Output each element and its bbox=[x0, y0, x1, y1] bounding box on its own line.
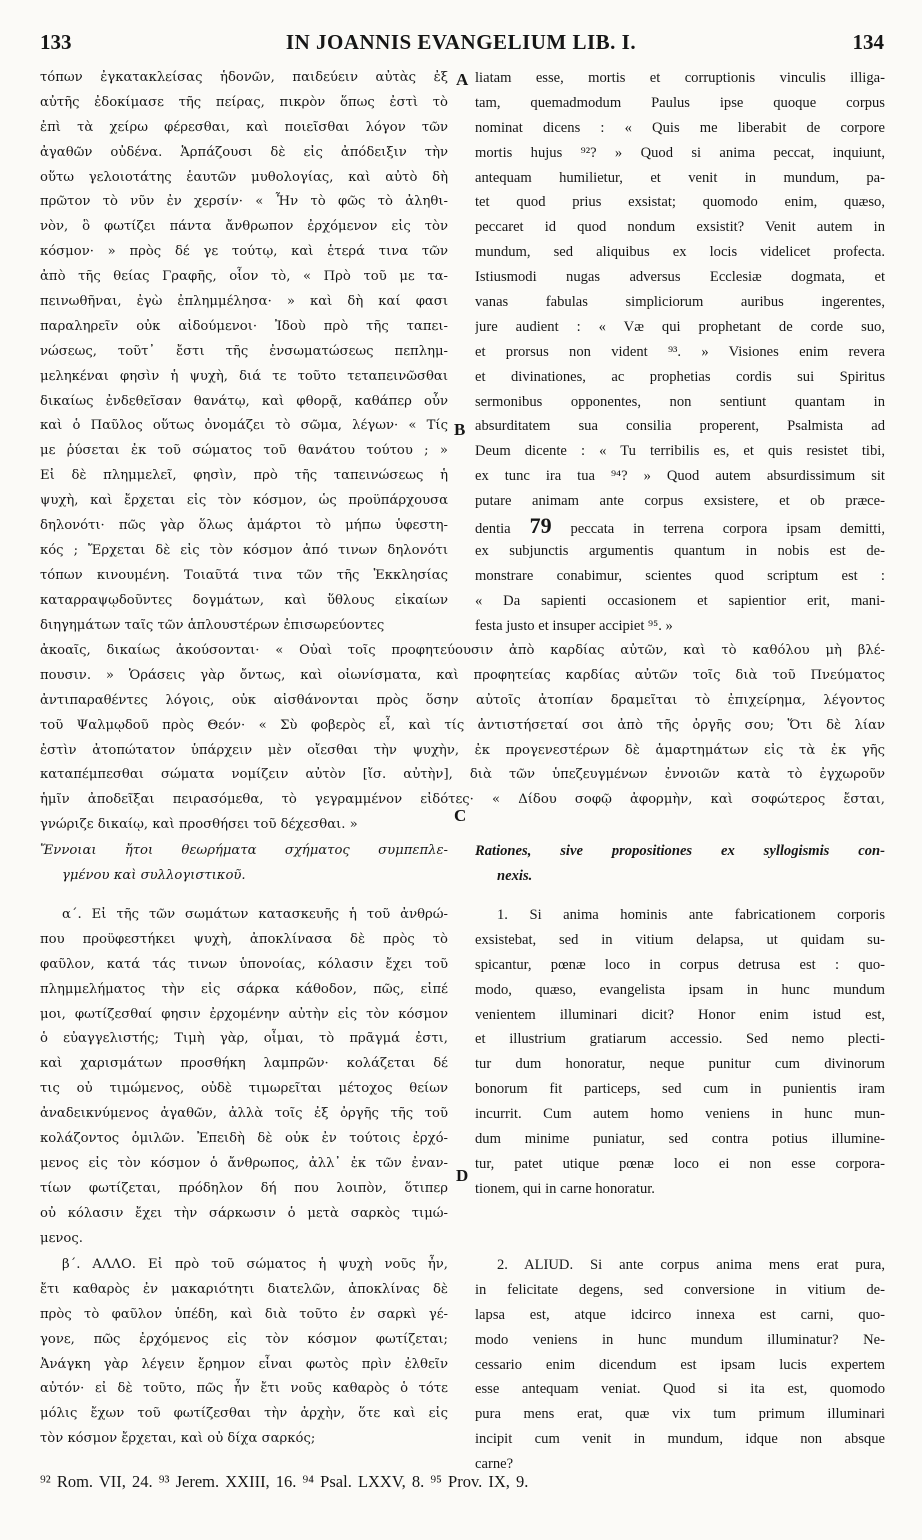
latin-line: nominat dicens : « Quis me liberabit de corpore bbox=[475, 119, 885, 136]
latin-line: liatam esse, mortis et corruptionis vinculis illiga- bbox=[475, 70, 885, 86]
latin-line-part: dentia bbox=[475, 521, 511, 538]
greek-line: μενος εἰς τὸν κόσμον ὁ ἄνθρωπος, ἀλλ᾽ ἐκ τῶν ἐναν- bbox=[40, 1155, 448, 1171]
greek-line: οὕτω γελοιοτάτης ἑαυτῶν μυθολογίας, καὶ αὐτὸ δὴ bbox=[40, 169, 448, 185]
greek-title-line: Ἔννοιαι ἤτοι θεωρήματα σχήματος συμπεπλε- bbox=[40, 843, 448, 858]
latin-line: sermonibus opponentes, non sentiunt quantam in bbox=[475, 393, 885, 410]
greek-line: κόσμον· » πρὸς δέ γε τούτῳ, καὶ ἑτερά τινα τῶν bbox=[40, 244, 448, 260]
latin-line: vanas fabulas simpliciorum auribus ingerentes, bbox=[475, 294, 885, 311]
greek-section-title bbox=[40, 839, 448, 889]
greek-line: με ῥύσεται ἐκ τοῦ σώματος τοῦ θανάτου τούτου ; » bbox=[40, 443, 448, 459]
full-width-line: ἀντιπαραθέντες λόγοις, οὐκ αἰσθάνονται πρὸς ὅσην αὐτοῖς ἀτοπίαν δραμεῖται τὸ ἐπιχείρημα, λέγοντος bbox=[40, 692, 885, 708]
greek-line: καὶ ὁ Παῦλος οὕτως ὀνομάζει τὸ σῶμα, λέγων· « Τίς bbox=[40, 418, 448, 434]
greek-line: β´. ΑΛΛΟ. Εἰ πρὸ τοῦ σώματος ἡ ψυχὴ νοῦς ἦν, bbox=[62, 1257, 448, 1272]
margin-marker-a: A bbox=[456, 70, 469, 89]
latin-line: et prorsus non vident ⁹³. » Visiones enim revera bbox=[475, 343, 885, 360]
greek-line: ἀναδεικνύμενος ἀγαθῶν, ἀλλὰ τοῖς ἐξ ὀργῆς τῆς τοῦ bbox=[40, 1106, 448, 1122]
latin-line: tet quod prius exsistat; quomodo enim, quæso, bbox=[475, 194, 885, 211]
latin-line: in felicitate degens, sed conversione in vitium de- bbox=[475, 1281, 885, 1298]
latin-line: lapsa est, atque idcirco innexa est carni, quo- bbox=[475, 1306, 885, 1323]
margin-marker-d: D bbox=[456, 1166, 469, 1185]
greek-line: κολάζοντος ὁμιλῶν. Ἐπειδὴ δὲ οὐκ ἐν τούτοις ἐρχό- bbox=[40, 1131, 448, 1147]
latin-line: mundum, sed aliquibus ex locis videlicet profecta. bbox=[475, 244, 885, 261]
latin-section-title bbox=[475, 839, 885, 889]
greek-line: μεληκέναι φησὶν ἡ ψυχὴ, διά τε τοῦτο τεταπεινῶσθαι bbox=[40, 368, 448, 384]
latin-line: incurrit. Cum autem homo veniens in hunc mun- bbox=[475, 1106, 885, 1123]
old-page-number: 79 bbox=[529, 514, 552, 539]
latin-line: 2. ALIUD. Si ante corpus anima mens erat pura, bbox=[497, 1257, 885, 1273]
latin-line: bonorum fit particeps, sed cum in punientis iram bbox=[475, 1081, 885, 1098]
running-title: IN JOANNIS EVANGELIUM LIB. I. bbox=[285, 30, 637, 54]
greek-line: τὸν κόσμον ἔρχεται, καὶ οὐ δίχα σαρκός; bbox=[40, 1431, 316, 1447]
greek-line: καὶ χαρισμάτων προσθήκη λαμπρῶν· κολάζεται δέ bbox=[40, 1056, 448, 1072]
latin-line: pura mens erat, quæ vix tum primum illuminari bbox=[475, 1406, 885, 1423]
greek-line: πρὸς τὸ φαῦλον ὑπέδη, καὶ διὰ τοῦτο ἐν σαρκὶ γέ- bbox=[40, 1306, 448, 1322]
greek-line: νὸν, ὃ φωτίζει πάντα ἄνθρωπον ἐρχόμενον εἰς τὸν bbox=[40, 219, 448, 235]
greek-line: παραληρεῖν οὐκ αἰδούμενοι· Ἰδοὺ πρὸ τῆς ταπει- bbox=[40, 318, 448, 334]
greek-line: οὐ κόλασιν ἔχει τὴν σάρκωσιν ὁ μετὰ σαρκὸς τιμώ- bbox=[40, 1205, 448, 1221]
full-width-line: γνώριζε δικαίῳ, καὶ προσθήσει τοῦ δέχεσθαι. » bbox=[40, 817, 358, 833]
latin-line: exsistebat, sed in vitium delapsa, ut quidam su- bbox=[475, 931, 885, 948]
greek-line: πρῶτον τὸ νῦν ἐν χερσίν· « Ἦν τὸ φῶς τὸ ἀληθι- bbox=[40, 194, 448, 210]
full-width-line: πουσιν. » Ὁράσεις γὰρ ὄντως, καὶ οἰωνίσματα, καὶ προφητείας καρδίας αὐτῶν τοῖς διὰ τοῦ Πνεύματος bbox=[40, 667, 885, 683]
margin-marker-c: C bbox=[454, 806, 467, 825]
left-page-number: 133 bbox=[40, 30, 72, 54]
latin-title-line: Rationes, sive propositiones ex syllogismis con- bbox=[475, 843, 885, 859]
latin-line: ex tunc ira tua ⁹⁴? » Quod autem absurdissimum sit bbox=[475, 468, 885, 485]
greek-line: δηλονότι· πῶς γὰρ ὅλως ἁμάρτοι τὸ μήπω ὑφεστη- bbox=[40, 518, 448, 534]
latin-line: monstrare conabimur, scientes quod scriptum est : bbox=[475, 567, 885, 584]
latin-line: ex subjunctis argumentis quantum in nobis est de- bbox=[475, 542, 885, 559]
latin-column-top bbox=[475, 66, 885, 638]
latin-line: et divinationes, ac prophetias cordis sui Spiritus bbox=[475, 368, 885, 385]
greek-line: κός ; Ἔρχεται δὲ εἰς τὸν κόσμον ἀπό τινων δηλονότι bbox=[40, 542, 448, 558]
latin-line: tam, quemadmodum Paulus ipse quoque corpus bbox=[475, 94, 885, 111]
latin-line: tionem, qui in carne honoratur. bbox=[475, 1180, 655, 1197]
latin-line: absurditatem sua consilia properent, Psalmista ad bbox=[475, 418, 885, 435]
latin-line-part: peccata in terrena corpora ipsam demitti, bbox=[570, 521, 885, 538]
latin-line: Istiusmodi nugas adversus Ecclesiæ dogmata, et bbox=[475, 269, 885, 286]
greek-line: πλημμελήματος τὴν εἰς σάρκα κάθοδον, πῶς, εἰπέ bbox=[40, 981, 448, 997]
greek-title-line: γμένου καὶ συλλογιστικοῦ. bbox=[62, 867, 246, 883]
greek-paragraph-2 bbox=[40, 1253, 448, 1452]
latin-line: esse antequam veniat. Quod si ita est, quomodo bbox=[475, 1381, 885, 1398]
latin-paragraph-2 bbox=[475, 1253, 885, 1477]
greek-line: τόπων κινουμένη. Τοιαῦτά τινα τῶν τῆς Ἐκκλησίας bbox=[40, 567, 448, 583]
latin-line: tur dum honoratur, neque punitur cum divinorum bbox=[475, 1056, 885, 1073]
greek-line: νώσεως, τοῦτ᾽ ἔστι τῆς ἐνσωματώσεως πεπλημ- bbox=[40, 343, 448, 359]
latin-line: incipit cum venit in mundum, idque non absque bbox=[475, 1431, 885, 1448]
full-width-line: ἀκοαῖς, δικαίως ἀκούσονται· « Οὐαὶ τοῖς προφητεύουσιν ἀπὸ καρδίας αὐτῶν, καὶ τὸ καθόλου μὴ βλέ- bbox=[40, 643, 885, 658]
full-width-line: τοῦ Ψαλμῳδοῦ πρὸς Θεόν· « Σὺ φοβερὸς εἶ, καὶ τίς ἀντιστήσεταί σοι ἀπὸ τῆς ὀργῆς σου; Ὅτι δὲ λίαν bbox=[40, 717, 885, 733]
greek-line: μόλις ἔχων τοῦ φωτίζεσθαι τὴν ἀρχὴν, ὅτε καὶ εἰς bbox=[40, 1406, 448, 1422]
latin-line: carne? bbox=[475, 1456, 514, 1473]
full-width-line: ἡμῖν ἀποδεῖξαι πειρασόμεθα, τὸ γεγραμμένον εἰδότες· « Δίδου σοφῷ ἀφορμὴν, καὶ σοφώτερος ἔσται, bbox=[40, 792, 885, 808]
greek-line: ὁ εὐαγγελιστής; Τιμὴ γὰρ, οἶμαι, τὸ πρᾶγμά ἐστι, bbox=[40, 1031, 448, 1047]
latin-line: mortis hujus ⁹²? » Quod si anima peccat, inquiunt, bbox=[475, 144, 885, 161]
greek-line: ἔτι καθαρὸς ἐν μακαριότητι διατελῶν, ἀποκλίνας δὲ bbox=[40, 1281, 448, 1297]
latin-line: modo, quæso, evangelista ipsam in hunc mundum bbox=[475, 981, 885, 998]
latin-line: peccaret id quod nondum exsistit? Venit autem in bbox=[475, 219, 885, 236]
latin-line-with-page-number bbox=[475, 514, 885, 539]
latin-line: 1. Si anima hominis ante fabricationem corporis bbox=[497, 907, 885, 923]
footnotes: ⁹² Rom. VII, 24. ⁹³ Jerem. XXIII, 16. ⁹⁴ Psal. LXXV, 8. ⁹⁵ Prov. IX, 9. bbox=[40, 1472, 529, 1491]
greek-line: φαῦλον, κατά τάς τινων ὑπονοίας, κόλασιν ἔχει τοῦ bbox=[40, 956, 448, 972]
latin-line: dum minime puniatur, sed contra potius illumine- bbox=[475, 1131, 885, 1148]
latin-line: venientem illuminari dicit? Honor enim istud est, bbox=[475, 1006, 885, 1023]
greek-line: διηγημάτων ταῖς τῶν ἁπλουστέρων ἐπισωρεύοντες bbox=[40, 617, 385, 633]
margin-marker-b: B bbox=[454, 420, 466, 439]
latin-title-line: nexis. bbox=[497, 867, 533, 884]
greek-paragraph-1 bbox=[40, 903, 448, 1251]
latin-line: « Da sapienti occasionem et sapientior erit, mani- bbox=[475, 592, 885, 609]
latin-line: putare animam ante corpus exsistere, et ob præce- bbox=[475, 493, 885, 510]
greek-line: ἀγαθῶν οὐδένα. Ἁρπάζουσι δὲ εἰς ἀπόδειξιν τὴν bbox=[40, 144, 448, 160]
greek-line: που προϋφεστήκει ψυχὴ, ἀποκλίνασα δὲ πρὸς τὸ bbox=[40, 931, 448, 947]
greek-line: ψυχὴ, καὶ ἔρχεται εἰς τὸν κόσμον, ὡς προϋπάρχουσα bbox=[40, 493, 448, 509]
latin-line: tur, patet utique pœnæ loco ei non esse corpora- bbox=[475, 1155, 885, 1172]
greek-line: γονε, πῶς ἐρχόμενος εἰς τὸν κόσμον φωτίζεται; bbox=[40, 1331, 448, 1347]
greek-line: τόπων ἐγκατακλείσας ἡδονῶν, παιδεύειν αὐτὰς ἐξ bbox=[40, 70, 448, 85]
latin-line: cessario enim dicendum est ipsam lucis expertem bbox=[475, 1356, 885, 1373]
greek-line: Εἰ δὲ πλημμελεῖ, φησὶν, πρὸ τῆς ταπεινώσεως ἡ bbox=[40, 468, 448, 484]
greek-line: πεινωθῆναι, ἐγὼ ἐπλημμέλησα· » καὶ δὴ καί φασι bbox=[40, 294, 448, 310]
full-width-greek-passage bbox=[40, 639, 885, 838]
latin-line: festa justo et insuper accipiet ⁹⁵. » bbox=[475, 617, 673, 634]
greek-column-top bbox=[40, 66, 448, 638]
latin-paragraph-1 bbox=[475, 903, 885, 1202]
latin-line: Deum dicente : « Tu terribilis es, et quis resistet tibi, bbox=[475, 443, 885, 460]
latin-line: jure audient : « Væ qui prophetant de corde suo, bbox=[475, 318, 885, 335]
latin-line: antequam humilietur, et venit in mundum, pa- bbox=[475, 169, 885, 186]
greek-line: ἀπὸ τῆς θείας Γραφῆς, οἷον τὸ, « Πρὸ τοῦ με τα- bbox=[40, 269, 448, 285]
full-width-line: ἐστὶν ἀτοπώτατον ὑπάρχειν μὲν οἴεσθαι τὴν ψυχὴν, ἐκ προγενεστέρων δὲ ἁμαρτημάτων εἰς τὰ ἐκ γῆς bbox=[40, 742, 885, 758]
greek-line: καταρραψῳδοῦντες δογμάτων, καὶ ὕθλους εἰκαίων bbox=[40, 592, 448, 608]
greek-line: μοι, φωτίζεσθαί φησιν ἐρχομένην αὐτὴν εἰς τὸν κόσμον bbox=[40, 1006, 448, 1022]
right-page-number: 134 bbox=[852, 30, 884, 54]
greek-line: Ἀνάγκη γὰρ λέγειν ἔρημον εἶναι φωτὸς πρὶν ἐλθεῖν bbox=[40, 1356, 448, 1372]
latin-line: et illustrium gratiarum accessio. Sed nemo plecti- bbox=[475, 1031, 885, 1048]
greek-line: μενος. bbox=[40, 1230, 83, 1246]
greek-line: αὐτόν· εἰ δὲ τοῦτο, πῶς ἦν ἔτι νοῦς καθαρὸς ὁ τότε bbox=[40, 1381, 448, 1397]
greek-line: α´. Εἰ τῆς τῶν σωμάτων κατασκευῆς ἡ τοῦ ἀνθρώ- bbox=[62, 907, 448, 922]
greek-line: αὐτῆς ἐδοκίμασε τῆς πείρας, πικρὸν ὅπως ἐστὶ τὸ bbox=[40, 94, 448, 110]
latin-line: modo veniens in hunc mundum illuminatur? Ne- bbox=[475, 1331, 885, 1348]
greek-line: τίων φωτίζεται, πρόδηλον δή που λοιπὸν, ὅτιπερ bbox=[40, 1180, 448, 1196]
greek-line: τις οὐ τιμώμενος, οὐδὲ τιμωρεῖται μέτοχος θείων bbox=[40, 1081, 448, 1097]
greek-line: ἐπὶ τὰ χείρω φέρεσθαι, καὶ ποιεῖσθαι λόγον τῶν bbox=[40, 119, 448, 135]
full-width-line: καταπέμπεσθαι σώματα νομίζειν αὐτὸν [ἴσ. αὐτὴν], διὰ τῶν ὑπεζευγμένων ἐννοιῶν κατὰ τὸ ἐγχωροῦν bbox=[40, 767, 885, 783]
latin-line: spicantur, pœnæ loco in corpus detrusa est : quo- bbox=[475, 956, 885, 973]
greek-line: δικαίως ἐνδεθεῖσαν θανάτῳ, καὶ φθορᾷ, καθάπερ οὖν bbox=[40, 393, 448, 409]
